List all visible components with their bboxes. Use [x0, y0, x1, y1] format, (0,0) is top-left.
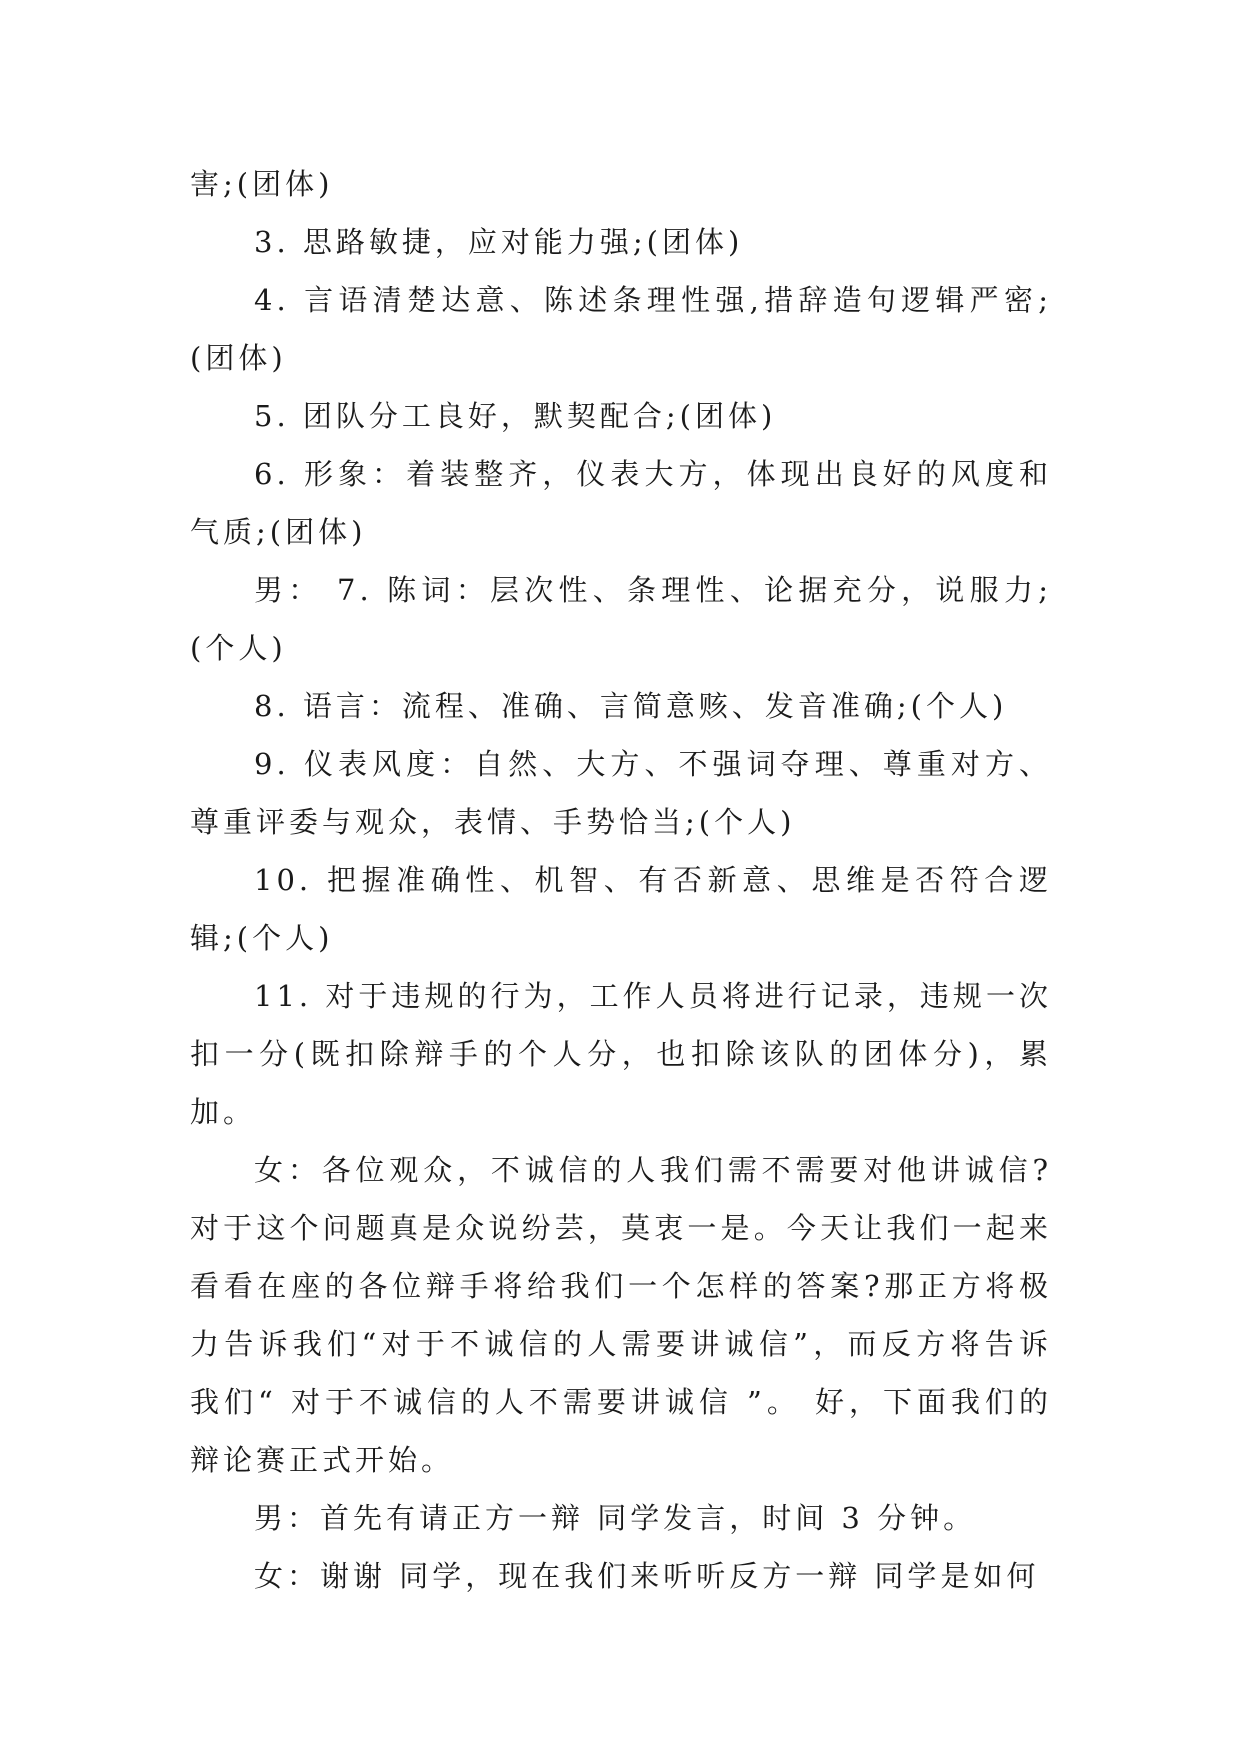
paragraph-1: 害;(团体): [190, 167, 334, 201]
paragraph-10: 11. 对于违规的行为，工作人员将进行记录，违规一次扣一分(既扣除辩手的个人分，也扣除该队的团体分)，累加。: [190, 979, 1052, 1129]
paragraph-5: 6. 形象：着装整齐，仪表大方，体现出良好的风度和气质;(团体): [190, 457, 1052, 549]
paragraph-3: 4. 言语清楚达意、陈述条理性强,措辞造句逻辑严密;(团体): [190, 283, 1052, 375]
paragraph-6: 男： 7. 陈词：层次性、条理性、论据充分，说服力;(个人): [190, 573, 1052, 665]
paragraph-7: 8. 语言：流程、准确、言简意赅、发音准确;(个人): [254, 689, 1008, 723]
paragraph-13: 女：谢谢 同学，现在我们来听听反方一辩 同学是如何: [254, 1559, 1040, 1593]
paragraph-2: 3. 思路敏捷，应对能力强;(团体): [254, 225, 744, 259]
paragraph-11: 女：各位观众，不诚信的人我们需不需要对他讲诚信?对于这个问题真是众说纷芸，莫衷一是。今天让我们一起来看看在座的各位辩手将给我们一个怎样的答案?那正方将极力告诉我们“对于不诚信的人需要讲诚信”，而反方将告诉我们“ 对于不诚信的人不需要讲诚信 ”。 好，下面我们的辩论赛正式开始。: [190, 1153, 1052, 1477]
paragraph-9: 10. 把握准确性、机智、有否新意、思维是否符合逻辑;(个人): [190, 863, 1052, 955]
paragraph-4: 5. 团队分工良好，默契配合;(团体): [254, 399, 777, 433]
paragraph-12: 男：首先有请正方一辩 同学发言，时间 3 分钟。: [254, 1501, 977, 1535]
paragraph-8: 9. 仪表风度：自然、大方、不强词夺理、尊重对方、尊重评委与观众，表情、手势恰当;(个人): [190, 747, 1052, 839]
document-body: [190, 155, 1052, 1605]
